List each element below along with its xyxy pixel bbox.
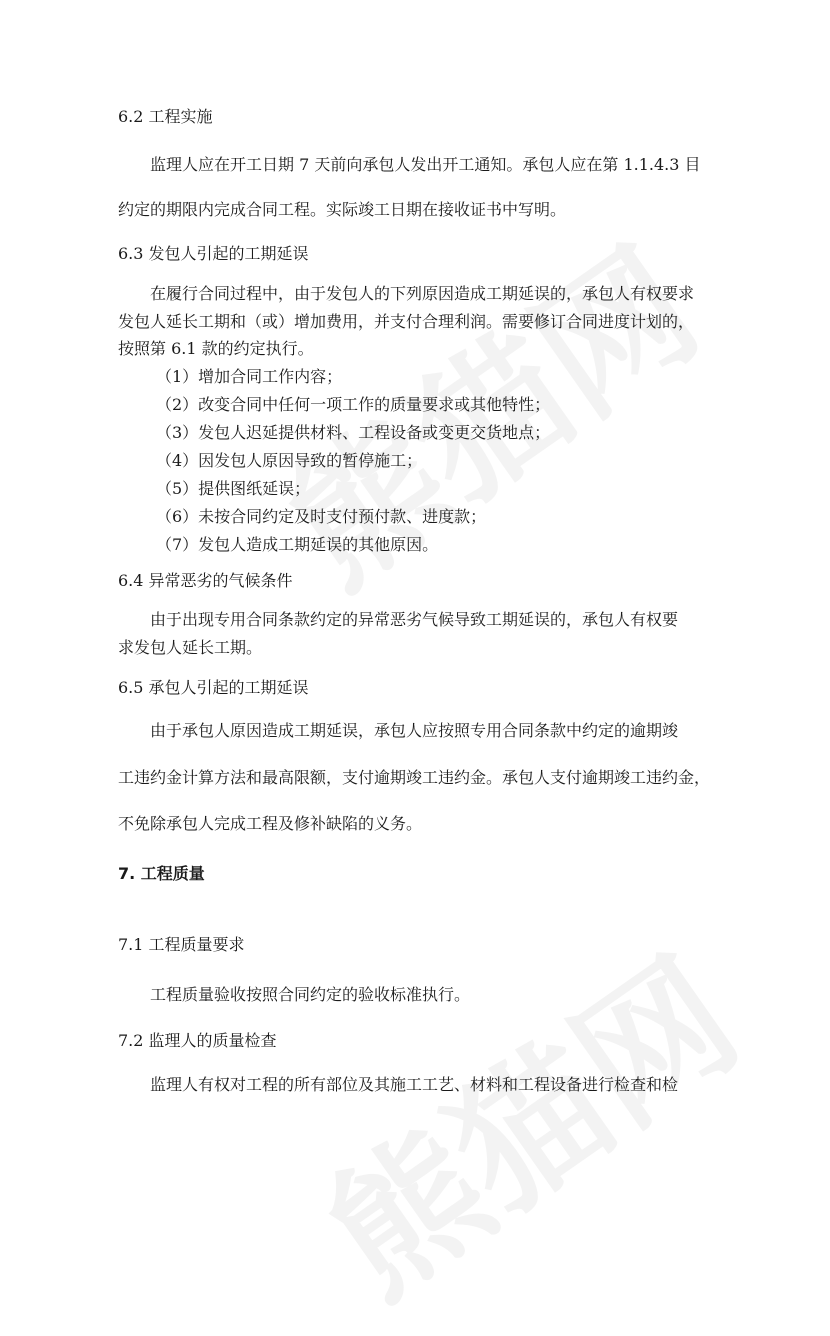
paragraph-line: 在履行合同过程中，由于发包人的下列原因造成工期延误的，承包人有权要求: [150, 284, 695, 303]
list-item: （3）发包人迟延提供材料、工程设备或变更交货地点；: [156, 423, 551, 442]
list-item: （5）提供图纸延误；: [156, 479, 311, 498]
list-item: （7）发包人造成工期延误的其他原因。: [156, 535, 439, 554]
paragraph-line: 约定的期限内完成合同工程。实际竣工日期在接收证书中写明。: [118, 200, 567, 219]
paragraph-line: 由于出现专用合同条款约定的异常恶劣气候导致工期延误的，承包人有权要: [150, 610, 679, 629]
section-heading-7-2: 7.2 监理人的质量检查: [118, 1031, 277, 1050]
section-heading-6-4: 6.4 异常恶劣的气候条件: [118, 571, 293, 590]
section-heading-6-5: 6.5 承包人引起的工期延误: [118, 678, 309, 697]
paragraph-line: 发包人延长工期和（或）增加费用，并支付合理利润。需要修订合同进度计划的，: [118, 312, 695, 331]
section-heading-6-2: 6.2 工程实施: [118, 107, 213, 126]
list-item: （6）未按合同约定及时支付预付款、进度款；: [156, 507, 487, 526]
paragraph-line: 监理人应在开工日期 7 天前向承包人发出开工通知。承包人应在第 1.1.4.3 目: [150, 155, 701, 174]
paragraph-line: 监理人有权对工程的所有部位及其施工工艺、材料和工程设备进行检查和检: [150, 1075, 679, 1094]
paragraph-line: 工违约金计算方法和最高限额，支付逾期竣工违约金。承包人支付逾期竣工违约金，: [118, 768, 711, 787]
list-item: （1）增加合同工作内容；: [156, 367, 343, 386]
paragraph-line: 工程质量验收按照合同约定的验收标准执行。: [150, 985, 471, 1004]
paragraph-line: 按照第 6.1 款的约定执行。: [118, 339, 314, 358]
chapter-heading-7: 7. 工程质量: [118, 864, 205, 883]
paragraph-line: 求发包人延长工期。: [118, 638, 263, 657]
section-heading-7-1: 7.1 工程质量要求: [118, 935, 245, 954]
list-item: （2）改变合同中任何一项工作的质量要求或其他特性；: [156, 395, 551, 414]
paragraph-line: 由于承包人原因造成工期延误，承包人应按照专用合同条款中约定的逾期竣: [150, 721, 679, 740]
list-item: （4）因发包人原因导致的暂停施工；: [156, 451, 423, 470]
section-heading-6-3: 6.3 发包人引起的工期延误: [118, 244, 309, 263]
watermark: [279, 900, 772, 1335]
paragraph-line: 不免除承包人完成工程及修补缺陷的义务。: [118, 814, 423, 833]
